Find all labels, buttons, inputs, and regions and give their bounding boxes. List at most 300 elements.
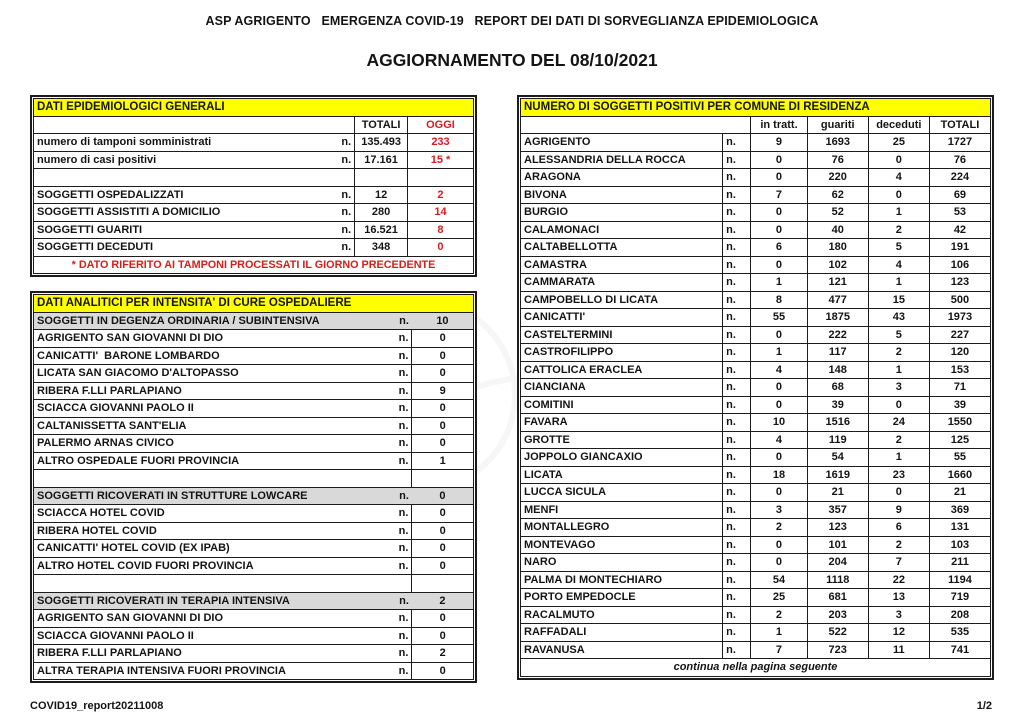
table-row xyxy=(34,452,474,470)
row-label: PALERMO ARNAS CIVICO xyxy=(37,437,174,450)
unit-label: n. xyxy=(399,594,409,607)
in-tratt-value: 0 xyxy=(751,396,807,414)
unit-label: n. xyxy=(398,437,409,450)
in-tratt-value: 0 xyxy=(751,221,807,239)
right-column xyxy=(517,95,994,683)
table-row xyxy=(521,256,991,274)
table-row xyxy=(521,361,991,379)
row-label: SOGGETTI RICOVERATI IN TERAPIA INTENSIVA xyxy=(37,594,290,607)
unit-label: n. xyxy=(723,536,751,554)
table-row xyxy=(34,134,474,152)
deceduti-value: 25 xyxy=(868,134,929,152)
comune-name: CAMMARATA xyxy=(521,274,723,292)
label-cell xyxy=(34,134,355,152)
deceduti-value: 2 xyxy=(868,221,929,239)
row-label: SOGGETTI GUARITI xyxy=(37,223,143,236)
table-row xyxy=(34,505,474,523)
deceduti-value: 5 xyxy=(868,239,929,257)
table-row xyxy=(34,400,474,418)
count-value: 0 xyxy=(412,505,474,523)
in-tratt-value: 0 xyxy=(751,204,807,222)
unit-label: n. xyxy=(723,589,751,607)
label-cell xyxy=(34,505,412,523)
guariti-value: 148 xyxy=(807,361,868,379)
totali-value: 1194 xyxy=(929,571,990,589)
deceduti-value: 9 xyxy=(868,501,929,519)
table-row xyxy=(34,540,474,558)
unit-label: n. xyxy=(723,221,751,239)
unit-label: n. xyxy=(723,606,751,624)
count-value: 0 xyxy=(412,347,474,365)
in-tratt-value: 1 xyxy=(751,344,807,362)
row-label: SOGGETTI ASSISTITI A DOMICILIO xyxy=(37,206,221,219)
in-tratt-value: 0 xyxy=(751,256,807,274)
table-row xyxy=(521,519,991,537)
row-label: ALTRO HOTEL COVID FUORI PROVINCIA xyxy=(37,559,254,572)
unit-label: n. xyxy=(341,136,352,149)
row-label: AGRIGENTO SAN GIOVANNI DI DIO xyxy=(37,612,223,625)
empty-cell xyxy=(407,169,473,187)
guariti-value: 1693 xyxy=(807,134,868,152)
table-row xyxy=(521,536,991,554)
page-title: ASP AGRIGENTO EMERGENZA COVID-19 REPORT DEI DATI DI SORVEGLIANZA EPIDEMIOLOGICA xyxy=(205,14,819,28)
guariti-value: 1875 xyxy=(807,309,868,327)
row-label: LICATA SAN GIACOMO D'ALTOPASSO xyxy=(37,367,239,380)
guariti-value: 40 xyxy=(807,221,868,239)
label-cell xyxy=(34,330,412,348)
table-row xyxy=(34,522,474,540)
table-title: NUMERO DI SOGGETTI POSITIVI PER COMUNE DI RESIDENZA xyxy=(521,99,991,117)
table-row xyxy=(34,169,474,187)
table-row xyxy=(521,554,991,572)
unit-label: n. xyxy=(398,542,409,555)
comuni-positives-table xyxy=(520,98,991,677)
unit-label: n. xyxy=(723,449,751,467)
comune-name: JOPPOLO GIANCAXIO xyxy=(521,449,723,467)
row-label: RIBERA HOTEL COVID xyxy=(37,524,157,537)
count-value: 0 xyxy=(412,487,474,505)
oggi-value: 14 xyxy=(407,204,473,222)
col-header-in-tratt: in tratt. xyxy=(751,116,807,134)
totali-value: 71 xyxy=(929,379,990,397)
row-label: SCIACCA HOTEL COVID xyxy=(37,507,165,520)
oggi-value: 233 xyxy=(407,134,473,152)
totali-value: 1727 xyxy=(929,134,990,152)
unit-label: n. xyxy=(398,664,409,677)
totali-value: 53 xyxy=(929,204,990,222)
continuation-note: continua nella pagina seguente xyxy=(521,659,991,677)
guariti-value: 62 xyxy=(807,186,868,204)
guariti-value: 117 xyxy=(807,344,868,362)
table-row xyxy=(34,382,474,400)
unit-label: n. xyxy=(723,466,751,484)
guariti-value: 21 xyxy=(807,484,868,502)
in-tratt-value: 54 xyxy=(751,571,807,589)
comune-name: NARO xyxy=(521,554,723,572)
in-tratt-value: 4 xyxy=(751,361,807,379)
count-value: 0 xyxy=(412,400,474,418)
comune-name: BIVONA xyxy=(521,186,723,204)
deceduti-value: 43 xyxy=(868,309,929,327)
deceduti-value: 23 xyxy=(868,466,929,484)
table-row xyxy=(521,274,991,292)
comune-name: PORTO EMPEDOCLE xyxy=(521,589,723,607)
totali-value: 135.493 xyxy=(355,134,408,152)
comune-name: CASTELTERMINI xyxy=(521,326,723,344)
oggi-value: 2 xyxy=(407,186,473,204)
totali-value: 211 xyxy=(929,554,990,572)
unit-label: n. xyxy=(398,612,409,625)
deceduti-value: 3 xyxy=(868,606,929,624)
guariti-value: 1118 xyxy=(807,571,868,589)
deceduti-value: 1 xyxy=(868,361,929,379)
count-value: 0 xyxy=(412,522,474,540)
in-tratt-value: 0 xyxy=(751,554,807,572)
deceduti-value: 12 xyxy=(868,624,929,642)
footnote-row xyxy=(34,256,474,274)
page-subtitle: AGGIORNAMENTO DEL 08/10/2021 xyxy=(366,50,658,70)
guariti-value: 54 xyxy=(807,449,868,467)
comune-name: CAMPOBELLO DI LICATA xyxy=(521,291,723,309)
table-row xyxy=(521,414,991,432)
unit-label: n. xyxy=(723,571,751,589)
guariti-value: 1619 xyxy=(807,466,868,484)
table-row xyxy=(34,347,474,365)
in-tratt-value: 18 xyxy=(751,466,807,484)
comune-name: PALMA DI MONTECHIARO xyxy=(521,571,723,589)
row-label: CANICATTI' HOTEL COVID (EX IPAB) xyxy=(37,542,230,555)
table-title: DATI ANALITICI PER INTENSITA' DI CURE OSPEDALIERE xyxy=(34,295,474,313)
totali-value: 21 xyxy=(929,484,990,502)
comune-name: BURGIO xyxy=(521,204,723,222)
in-tratt-value: 4 xyxy=(751,431,807,449)
comune-name: ALESSANDRIA DELLA ROCCA xyxy=(521,151,723,169)
table-row xyxy=(34,186,474,204)
empty-header-cell xyxy=(521,116,751,134)
table-row xyxy=(521,291,991,309)
unit-label: n. xyxy=(723,396,751,414)
unit-label: n. xyxy=(723,361,751,379)
unit-label: n. xyxy=(723,134,751,152)
table-row xyxy=(521,186,991,204)
unit-label: n. xyxy=(398,349,409,362)
empty-cell xyxy=(412,470,474,488)
totali-value: 1660 xyxy=(929,466,990,484)
guariti-value: 68 xyxy=(807,379,868,397)
row-label: SCIACCA GIOVANNI PAOLO II xyxy=(37,402,194,415)
unit-label: n. xyxy=(398,419,409,432)
in-tratt-value: 1 xyxy=(751,624,807,642)
content-area xyxy=(30,95,994,683)
guariti-value: 101 xyxy=(807,536,868,554)
label-cell xyxy=(34,435,412,453)
in-tratt-value: 6 xyxy=(751,239,807,257)
totali-value: 55 xyxy=(929,449,990,467)
page-number: 1/2 xyxy=(976,700,992,712)
comune-name: CASTROFILIPPO xyxy=(521,344,723,362)
table-row xyxy=(34,470,474,488)
table-row xyxy=(521,396,991,414)
comune-name: CIANCIANA xyxy=(521,379,723,397)
count-value: 10 xyxy=(412,312,474,330)
label-cell xyxy=(34,557,412,575)
guariti-value: 102 xyxy=(807,256,868,274)
label-cell xyxy=(34,365,412,383)
comune-name: RAVANUSA xyxy=(521,641,723,659)
table-row xyxy=(34,365,474,383)
totali-value: 1550 xyxy=(929,414,990,432)
table-row xyxy=(521,239,991,257)
table-row xyxy=(34,575,474,593)
continuation-row xyxy=(521,659,991,677)
deceduti-value: 3 xyxy=(868,379,929,397)
label-cell xyxy=(34,645,412,663)
label-cell xyxy=(34,382,412,400)
count-value: 9 xyxy=(412,382,474,400)
in-tratt-value: 10 xyxy=(751,414,807,432)
label-cell xyxy=(34,400,412,418)
label-cell xyxy=(34,221,355,239)
unit-label: n. xyxy=(723,274,751,292)
in-tratt-value: 3 xyxy=(751,501,807,519)
in-tratt-value: 0 xyxy=(751,151,807,169)
unit-label: n. xyxy=(398,507,409,520)
row-label: numero di casi positivi xyxy=(37,153,157,166)
row-label: ALTRO OSPEDALE FUORI PROVINCIA xyxy=(37,454,240,467)
unit-label: n. xyxy=(398,367,409,380)
totali-value: 153 xyxy=(929,361,990,379)
oggi-value: 8 xyxy=(407,221,473,239)
unit-label: n. xyxy=(723,151,751,169)
count-value: 0 xyxy=(412,417,474,435)
totali-value: 16.521 xyxy=(355,221,408,239)
unit-label: n. xyxy=(723,554,751,572)
totali-value: 500 xyxy=(929,291,990,309)
unit-label: n. xyxy=(723,326,751,344)
deceduti-value: 15 xyxy=(868,291,929,309)
deceduti-value: 4 xyxy=(868,256,929,274)
table-row xyxy=(521,589,991,607)
table-row xyxy=(34,221,474,239)
table-title-row xyxy=(34,295,474,313)
row-label: SOGGETTI IN DEGENZA ORDINARIA / SUBINTENSIVA xyxy=(37,314,320,327)
unit-label: n. xyxy=(398,384,409,397)
deceduti-value: 6 xyxy=(868,519,929,537)
totali-value: 348 xyxy=(355,239,408,257)
totali-value: 208 xyxy=(929,606,990,624)
label-cell xyxy=(34,452,412,470)
row-label: AGRIGENTO SAN GIOVANNI DI DIO xyxy=(37,332,223,345)
label-cell xyxy=(34,540,412,558)
table-title-row xyxy=(521,99,991,117)
deceduti-value: 2 xyxy=(868,344,929,362)
row-label: ALTRA TERAPIA INTENSIVA FUORI PROVINCIA xyxy=(37,664,286,677)
table-row xyxy=(34,239,474,257)
epidemiological-table xyxy=(33,98,474,274)
label-cell xyxy=(34,204,355,222)
empty-cell xyxy=(412,575,474,593)
unit-label: n. xyxy=(399,489,409,502)
totali-value: 17.161 xyxy=(355,151,408,169)
deceduti-value: 1 xyxy=(868,274,929,292)
label-cell xyxy=(34,627,412,645)
totali-value: 103 xyxy=(929,536,990,554)
totali-value: 280 xyxy=(355,204,408,222)
unit-label: n. xyxy=(723,291,751,309)
unit-label: n. xyxy=(398,647,409,660)
unit-label: n. xyxy=(398,559,409,572)
count-value: 0 xyxy=(412,557,474,575)
table-row xyxy=(34,627,474,645)
table-row xyxy=(34,645,474,663)
unit-label: n. xyxy=(723,641,751,659)
column-header-row xyxy=(521,116,991,134)
empty-cell xyxy=(34,575,412,593)
label-cell xyxy=(34,592,412,610)
in-tratt-value: 7 xyxy=(751,641,807,659)
unit-label: n. xyxy=(723,414,751,432)
empty-cell xyxy=(355,169,408,187)
totali-value: 719 xyxy=(929,589,990,607)
table-title: DATI EPIDEMIOLOGICI GENERALI xyxy=(34,99,474,117)
table-row xyxy=(34,312,474,330)
guariti-value: 357 xyxy=(807,501,868,519)
count-value: 0 xyxy=(412,627,474,645)
table-row xyxy=(521,466,991,484)
unit-label: n. xyxy=(723,624,751,642)
in-tratt-value: 9 xyxy=(751,134,807,152)
table-row xyxy=(521,484,991,502)
row-label: RIBERA F.LLI PARLAPIANO xyxy=(37,384,182,397)
comune-name: RAFFADALI xyxy=(521,624,723,642)
col-header-guariti: guariti xyxy=(807,116,868,134)
empty-cell xyxy=(34,169,355,187)
table-row xyxy=(34,151,474,169)
table-row xyxy=(521,344,991,362)
column-header-row xyxy=(34,116,474,134)
comune-name: FAVARA xyxy=(521,414,723,432)
totali-value: 1973 xyxy=(929,309,990,327)
guariti-value: 681 xyxy=(807,589,868,607)
comuni-table-frame xyxy=(517,95,994,680)
comune-name: MENFI xyxy=(521,501,723,519)
deceduti-value: 2 xyxy=(868,431,929,449)
totali-value: 39 xyxy=(929,396,990,414)
table-row xyxy=(34,592,474,610)
comune-name: CAMASTRA xyxy=(521,256,723,274)
in-tratt-value: 55 xyxy=(751,309,807,327)
label-cell xyxy=(34,522,412,540)
unit-label: n. xyxy=(723,239,751,257)
unit-label: n. xyxy=(723,204,751,222)
table-row xyxy=(34,204,474,222)
unit-label: n. xyxy=(723,484,751,502)
unit-label: n. xyxy=(341,206,352,219)
guariti-value: 52 xyxy=(807,204,868,222)
oggi-value: 15 * xyxy=(407,151,473,169)
label-cell xyxy=(34,347,412,365)
label-cell xyxy=(34,186,355,204)
guariti-value: 76 xyxy=(807,151,868,169)
totali-value: 42 xyxy=(929,221,990,239)
unit-label: n. xyxy=(723,256,751,274)
unit-label: n. xyxy=(398,402,409,415)
deceduti-value: 5 xyxy=(868,326,929,344)
unit-label: n. xyxy=(341,188,352,201)
unit-label: n. xyxy=(723,169,751,187)
label-cell xyxy=(34,610,412,628)
row-label: SCIACCA GIOVANNI PAOLO II xyxy=(37,629,194,642)
in-tratt-value: 0 xyxy=(751,484,807,502)
row-label: SOGGETTI DECEDUTI xyxy=(37,241,154,254)
col-header-deceduti: deceduti xyxy=(868,116,929,134)
deceduti-value: 4 xyxy=(868,169,929,187)
totali-value: 125 xyxy=(929,431,990,449)
comune-name: COMITINI xyxy=(521,396,723,414)
unit-label: n. xyxy=(723,501,751,519)
table-row xyxy=(34,487,474,505)
deceduti-value: 7 xyxy=(868,554,929,572)
guariti-value: 522 xyxy=(807,624,868,642)
table-row xyxy=(34,610,474,628)
in-tratt-value: 1 xyxy=(751,274,807,292)
table-row xyxy=(521,309,991,327)
totali-value: 224 xyxy=(929,169,990,187)
unit-label: n. xyxy=(723,431,751,449)
comune-name: MONTEVAGO xyxy=(521,536,723,554)
unit-label: n. xyxy=(723,186,751,204)
unit-label: n. xyxy=(398,629,409,642)
guariti-value: 121 xyxy=(807,274,868,292)
guariti-value: 123 xyxy=(807,519,868,537)
totali-value: 106 xyxy=(929,256,990,274)
table-row xyxy=(521,151,991,169)
table-row xyxy=(521,641,991,659)
deceduti-value: 1 xyxy=(868,449,929,467)
in-tratt-value: 0 xyxy=(751,449,807,467)
unit-label: n. xyxy=(341,241,352,254)
totali-value: 191 xyxy=(929,239,990,257)
unit-label: n. xyxy=(341,223,352,236)
label-cell xyxy=(34,151,355,169)
label-cell xyxy=(34,417,412,435)
guariti-value: 180 xyxy=(807,239,868,257)
table-title-row xyxy=(34,99,474,117)
table-row xyxy=(521,204,991,222)
col-header-totali: TOTALI xyxy=(355,116,408,134)
in-tratt-value: 2 xyxy=(751,519,807,537)
count-value: 0 xyxy=(412,610,474,628)
count-value: 0 xyxy=(412,330,474,348)
row-label: SOGGETTI OSPEDALIZZATI xyxy=(37,188,184,201)
oggi-value: 0 xyxy=(407,239,473,257)
unit-label: n. xyxy=(723,379,751,397)
empty-cell xyxy=(34,470,412,488)
row-label: numero di tamponi somministrati xyxy=(37,136,212,149)
guariti-value: 723 xyxy=(807,641,868,659)
comune-name: RACALMUTO xyxy=(521,606,723,624)
deceduti-value: 11 xyxy=(868,641,929,659)
unit-label: n. xyxy=(723,344,751,362)
label-cell xyxy=(34,487,412,505)
left-column xyxy=(30,95,477,683)
unit-label: n. xyxy=(723,519,751,537)
unit-label: n. xyxy=(399,314,409,327)
deceduti-value: 2 xyxy=(868,536,929,554)
deceduti-value: 13 xyxy=(868,589,929,607)
hospital-intensity-table xyxy=(33,294,474,680)
guariti-value: 477 xyxy=(807,291,868,309)
